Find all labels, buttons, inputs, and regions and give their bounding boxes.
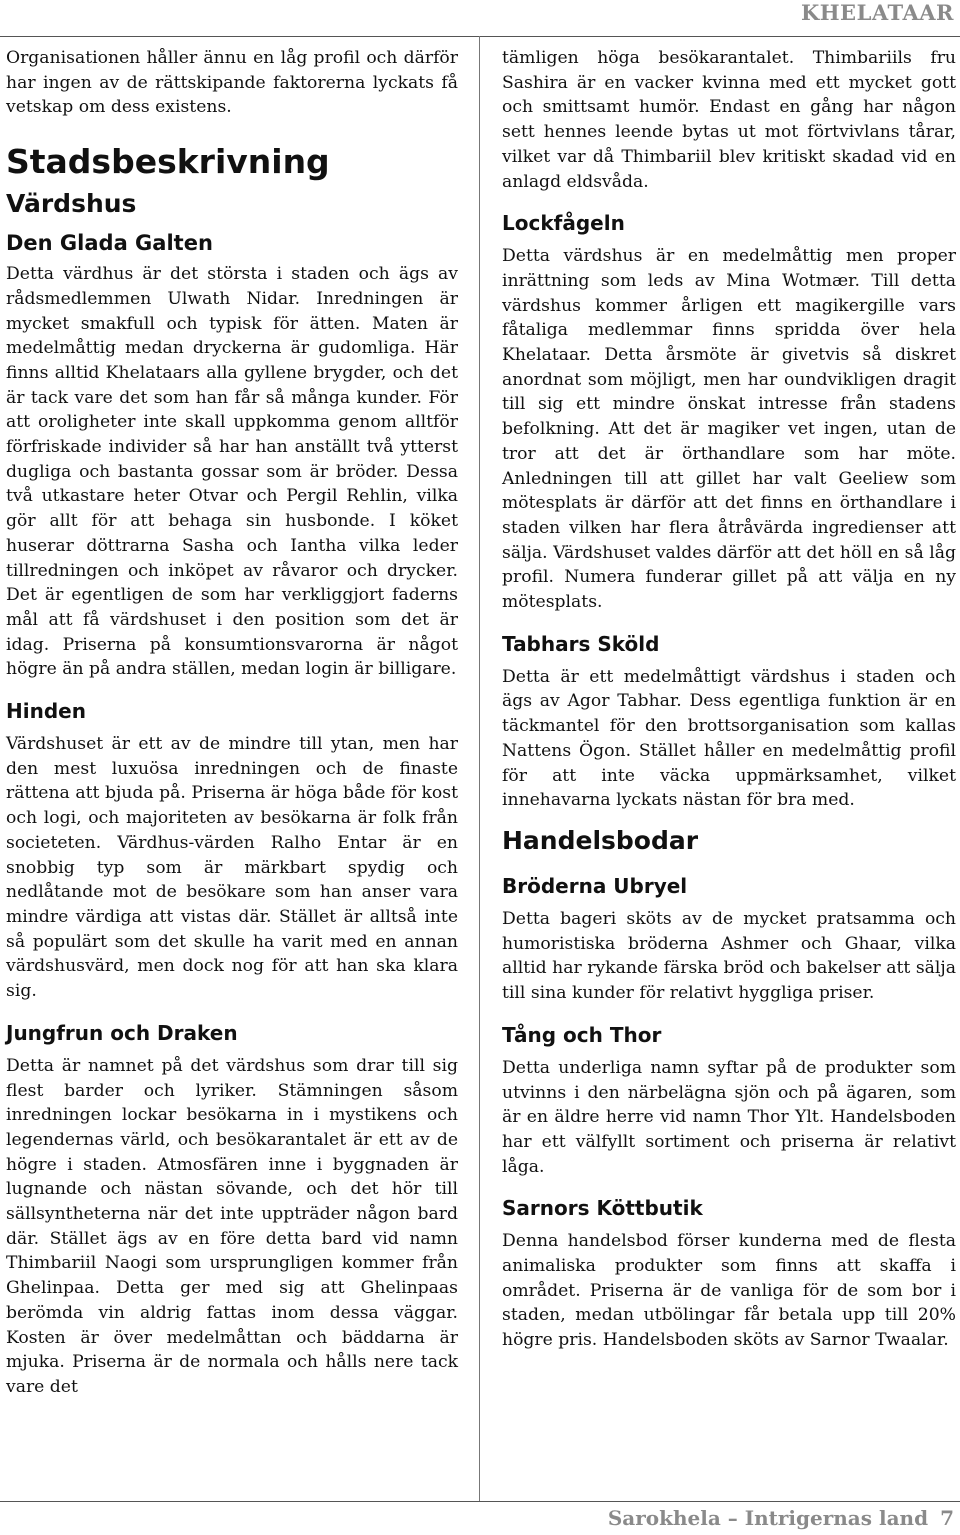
running-header-title: KHELATAAR — [800, 0, 954, 25]
heading-tabhars-skold: Tabhars Sköld — [502, 631, 660, 656]
paragraph-broderna-ubryel: Detta bageri sköts av de mycket pratsamma och humoristiska bröderna Ashmer och Ghaar, vilka alltid har rykande färska bröd och bakelser att sälja till sina kunder för relativt hyggliga priser. — [502, 908, 956, 1004]
paragraph-lockfageln: Detta värdshus är en medelmåttig men proper inrättning som leds av Mina Wotmær. Till detta värdshus kommer årligen ett magikergille vars fåtaliga medlemmar finns spridda över hela Khelataar. Detta årsmöte är givetvis så diskret anordnat som möjligt, men har oundvikligen dragit till sig ett mindre önskat intresse från stadens befolkning. Att det är magiker vet ingen, utan de tror att det är örthandlare som har möte. Anledningen till att gillet har valt Geeliew som mötesplats är därför att det finns en örthandlare i staden vilken har flera åtråvärda ingredienser att sälja. Värdshuset valdes därför att det höll en så låg profil. Numera funderar gillet på att välja en ny mötesplats. — [502, 246, 956, 613]
footer-book-title: Sarokhela – Intrigernas land — [607, 1506, 929, 1530]
heading-jungfrun-och-draken: Jungfrun och Draken — [6, 1020, 238, 1045]
paragraph-tang-och-thor: Detta underliga namn syftar på de produkter som utvinns i den närbelägna sjön och på ägaren, som är en äldre herre vid namn Thor Ylt. Handelsboden har ett välfyllt sortiment och priserna är relativt låga. — [502, 1057, 956, 1177]
heading-broderna-ubryel: Bröderna Ubryel — [502, 873, 688, 898]
paragraph-glada-galten: Detta värdhus är det största i staden och ägs av rådsmedlemmen Ulwath Nidar. Inredningen är mycket smakfull och typisk för ätten. Maten är medelmåttig medan dryckerna är gudomliga. Här finns alltid Khelataars alla gyllene brygder, och det är tack vare det som han får så många kunder. För att oroligheter inte skall uppkomma genom alltför förfriskade individer så har han anställt två ytterst dugliga och bastanta gossar som är bröder. Dessa två utkastare heter Otvar och Pergil Rehlin, vilka gör allt för att behaga sin husbonde. I köket huserar döttrarna Sasha och Iantha vilka leder tillredningen och inköpet av råvaror och drycker. Det är egentligen de som har verkliggjort faderns mål att få värdshuset i den position som det är idag. Priserna på konsumtionsvarorna är något högre än på andra ställen, medan login är billigare. — [6, 264, 458, 680]
page-header — [0, 0, 960, 37]
paragraph-continuation: tämligen höga besökarantalet. Thimbariils fru Sashira är en vacker kvinna med ett mycket gott och smittsamt humör. Endast en gång har någon sett hennes leende bytas ut mot förtvivlans tårar, vilket var då Thimbariil blev kritiskt skadad vid en anlagd eldsvåda. — [502, 48, 956, 192]
column-divider — [479, 36, 480, 1501]
intro-paragraph: Organisationen håller ännu en låg profil och därför har ingen av de rättskipande faktorerna lyckats få vetskap om dess existens. — [6, 48, 458, 118]
paragraph-sarnors-kottbutik: Denna handelsbod förser kunderna med de flesta animaliska produkter som finns att skaffa i området. Priserna är de vanliga för de som bor i staden, medan utbölingar får betala upp till 20% högre pris. Handelsboden sköts av Sarnor Twaalar. — [502, 1231, 956, 1351]
heading-glada-galten: Den Glada Galten — [6, 231, 213, 256]
left-column — [6, 46, 458, 1400]
page-footer — [0, 1501, 960, 1535]
heading-hinden: Hinden — [6, 699, 86, 724]
heading-sarnors-kottbutik: Sarnors Köttbutik — [502, 1196, 703, 1221]
subsection-title-vardshus: Värdshus — [6, 189, 137, 219]
footer-text — [608, 1506, 954, 1530]
paragraph-tabhars-skold: Detta är ett medelmåttigt värdshus i staden och ägs av Agor Tabhar. Dess egentliga funktion är en täckmantel för den brottsorganisation som kallas Nattens Ögon. Stället håller en medelmåttig profil för att inte väcka uppmärksamhet, vilket innehavarna lyckats nästan för bra med. — [502, 666, 956, 811]
section-title-stadsbeskrivning: Stadsbeskrivning — [6, 142, 330, 182]
paragraph-hinden: Värdshuset är ett av de mindre till ytan, men har den mest luxuösa inredningen och de finaste rättena att bjuda på. Priserna är höga både för kost och logi, och majoriteten av besökarna är folk från societeten. Värdhus-värden Ralho Entar är en snobbig typ som är märkbart spydig och nedlåtande mot de besökare som han anser vara mindre värdiga att vistas där. Stället är alltså inte så populärt som det skulle ha varit med en annan värdshusvärd, men dock nog för att han ska klara sig. — [6, 734, 458, 1002]
heading-tang-och-thor: Tång och Thor — [502, 1022, 662, 1047]
right-column — [502, 46, 956, 1353]
subsection-title-handelsbodar: Handelsbodar — [502, 825, 699, 855]
paragraph-jungfrun-och-draken: Detta är namnet på det värdshus som drar till sig flest barder och lyriker. Stämningen såsom inredningen lockar besökarna in i mystikens och legendernas värld, och besökarantalet är ett av de högre i staden. Atmosfären inne i byggnaden är lugnande och nästan sövande, och det hör till sällsyntheterna när det inte uppträder någon bard där. Stället ägs av en före detta bard vid namn Thimbariil Naogi som ursprungligen kommer från Ghelinpaa. Detta ger med sig att Ghelinpaas berömda vin aldrig fattas inom dessa väggar. Kosten är över medelmåttan och bäddarna är mjuka. Priserna är de normala och hålls nere tack vare det — [6, 1055, 458, 1397]
heading-lockfageln: Lockfågeln — [502, 211, 625, 236]
page-number: 7 — [940, 1506, 954, 1530]
